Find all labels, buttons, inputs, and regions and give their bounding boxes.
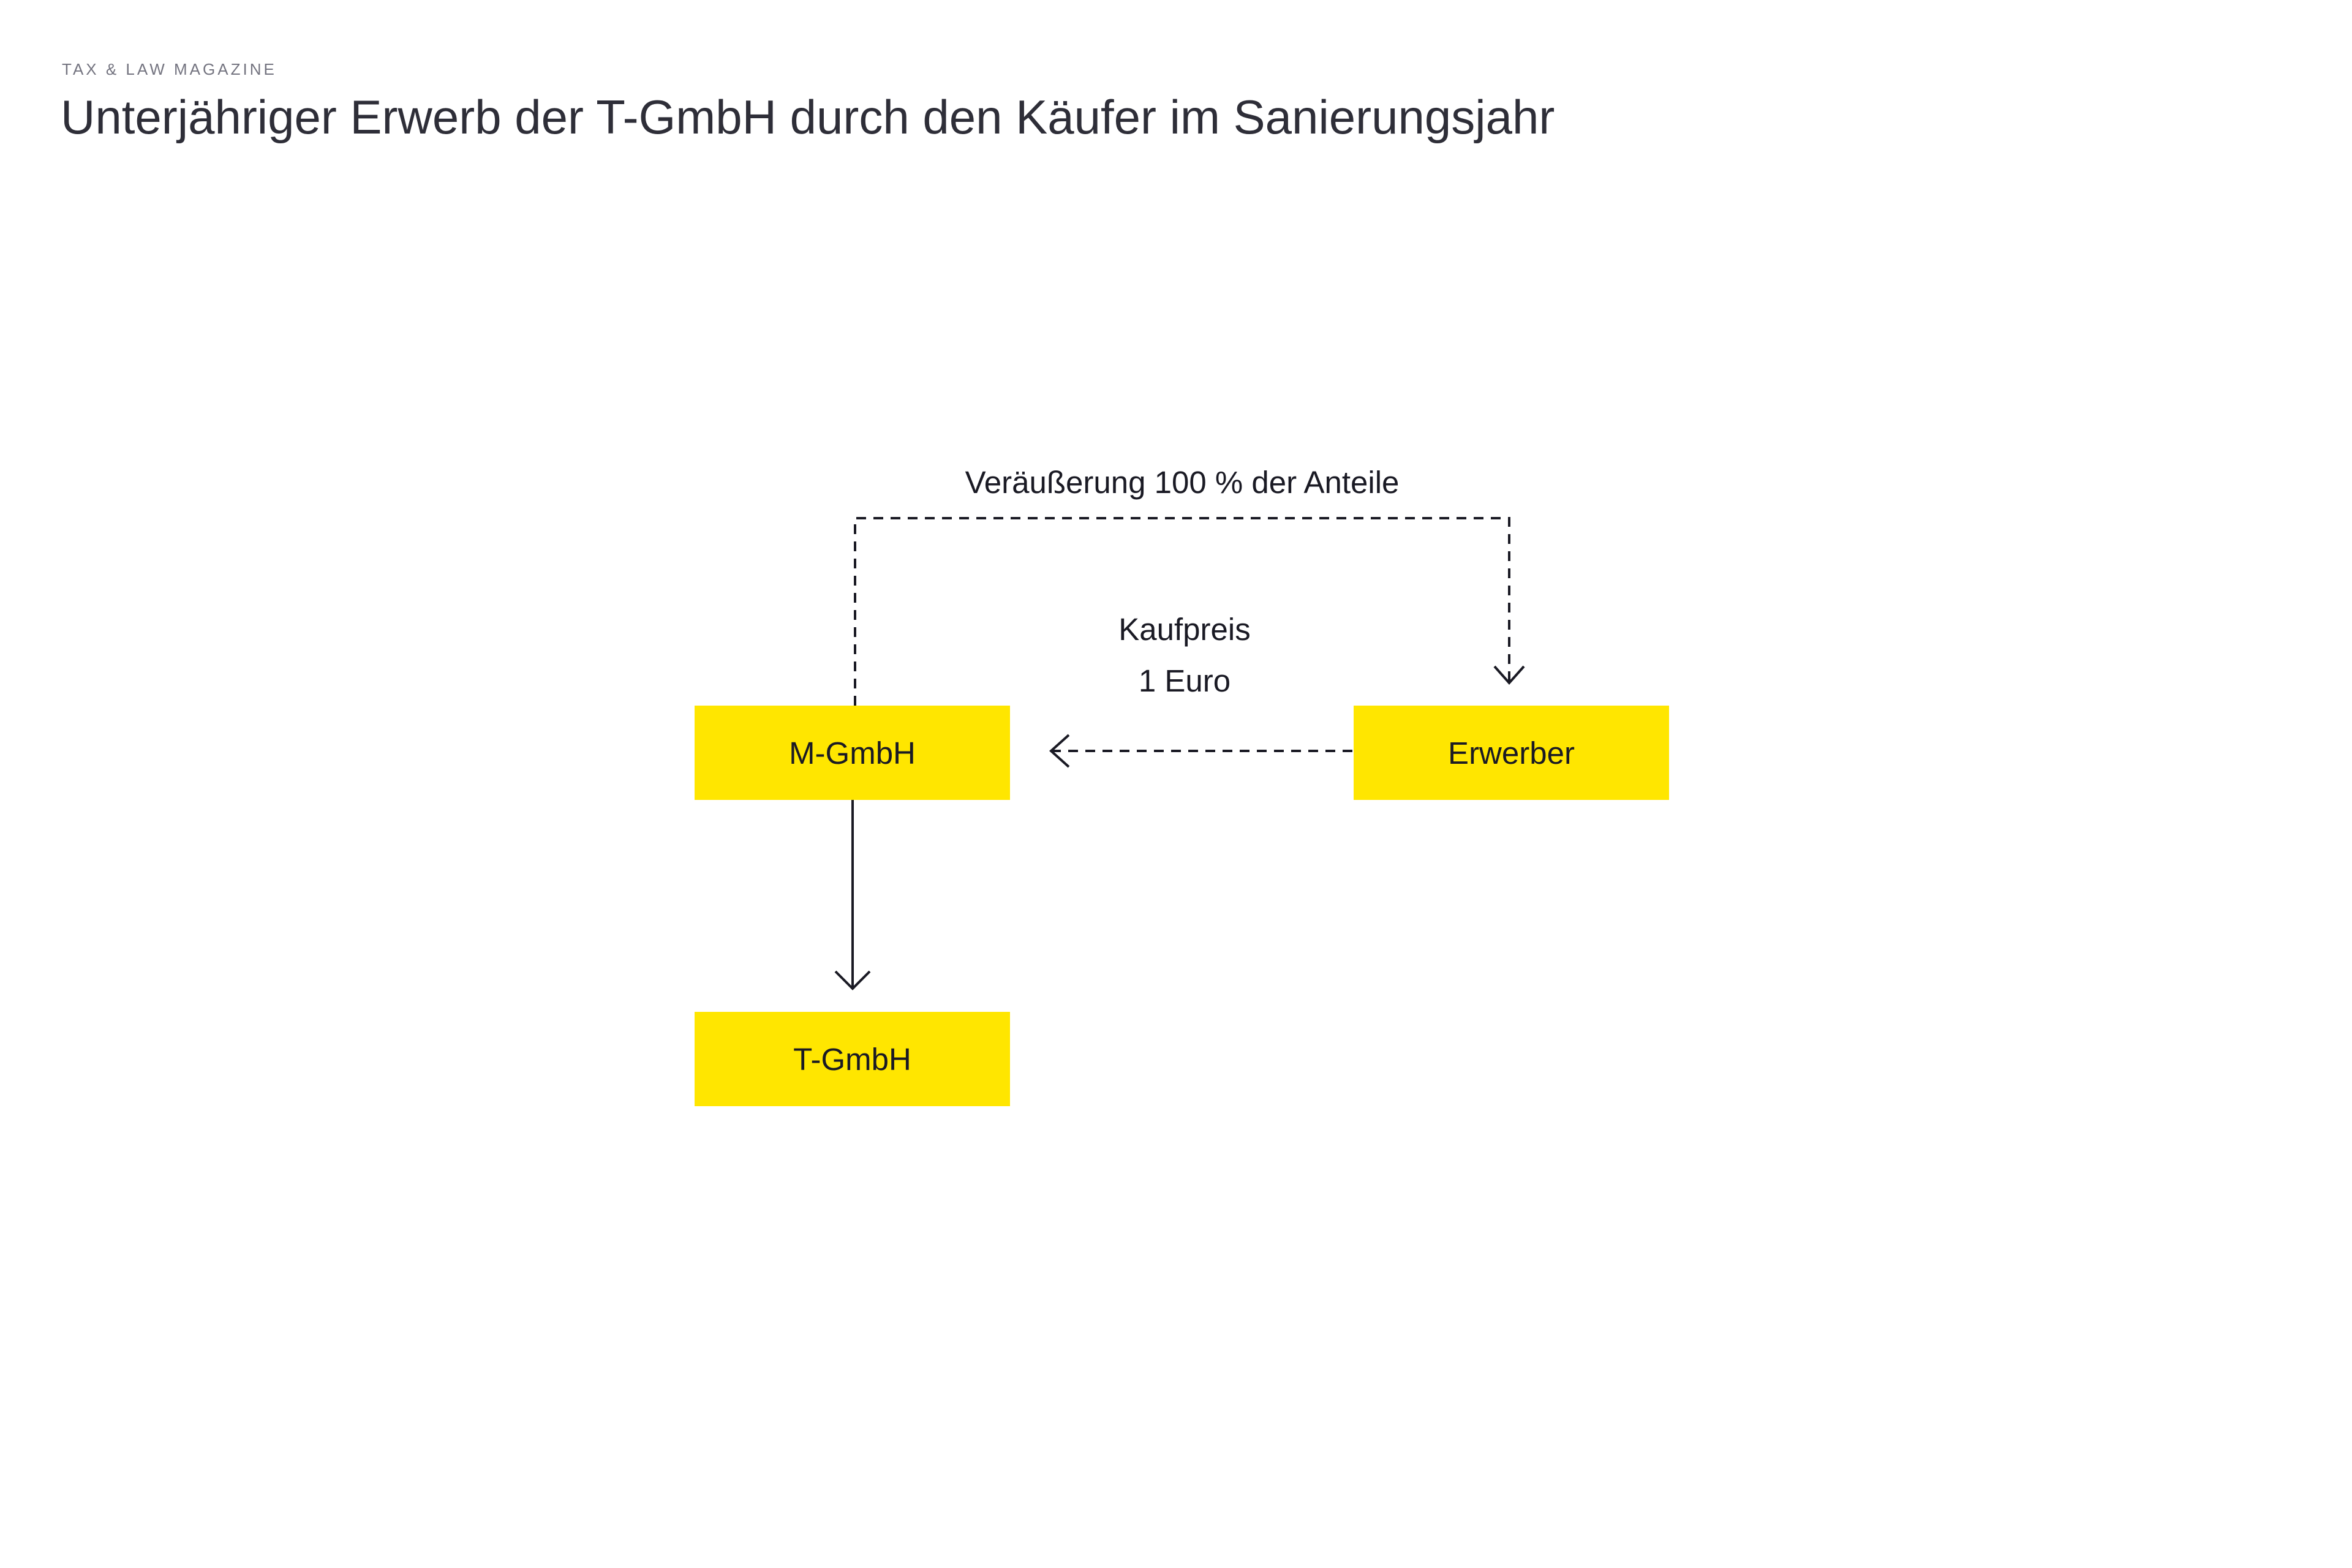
erwerber-node [1354,706,1669,800]
t-gmbh-label: T-GmbH [793,1041,911,1077]
t-gmbh-node [695,1012,1010,1106]
price-label-line2: 1 Euro [1138,663,1231,698]
m-gmbh-node [695,706,1010,800]
page-title: Unterjähriger Erwerb der T-GmbH durch den Käufer im Sanierungsjahr [61,90,1555,144]
erwerber-label: Erwerber [1448,735,1575,771]
price-label-line1: Kaufpreis [1118,612,1251,647]
kicker: TAX & LAW MAGAZINE [62,60,277,78]
m-gmbh-label: M-GmbH [789,735,916,771]
sale-label: Veräußerung 100 % der Anteile [965,465,1400,500]
